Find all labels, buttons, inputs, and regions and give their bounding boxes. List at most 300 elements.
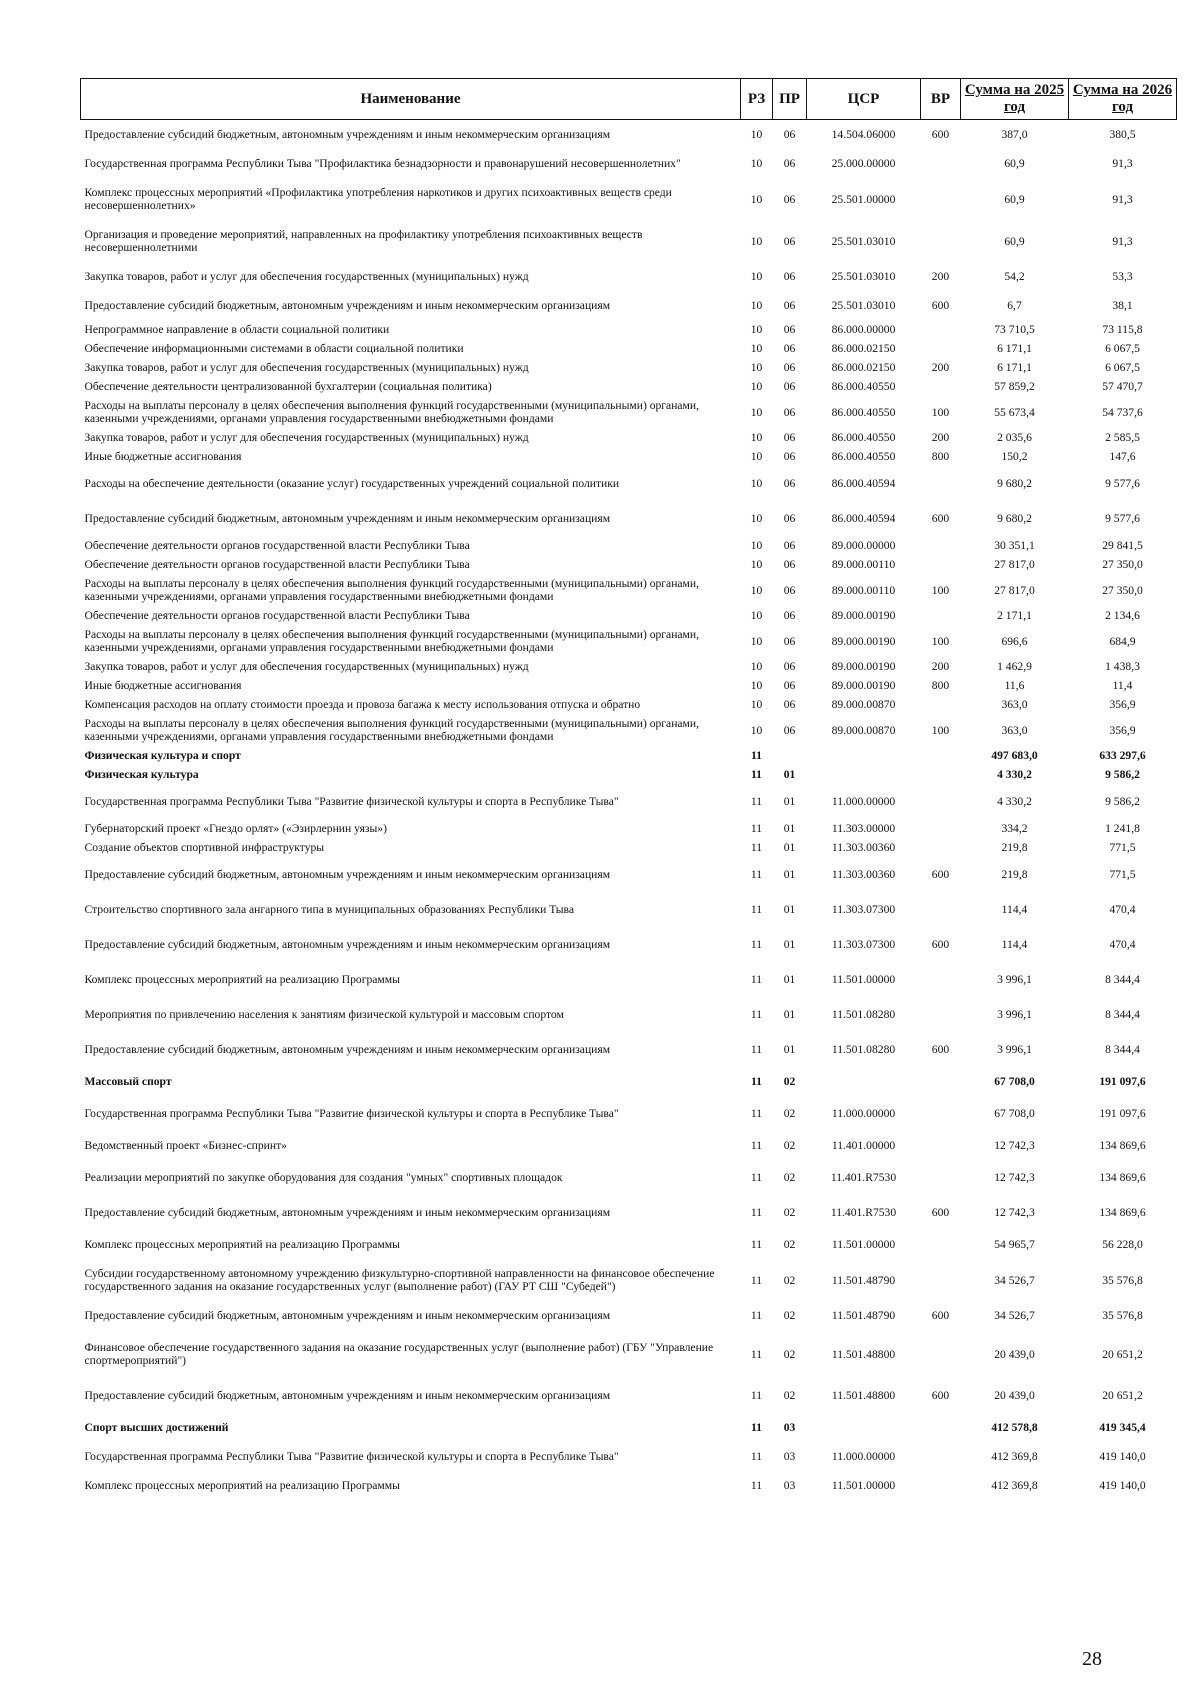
row-sum-2025: 27 817,0 bbox=[994, 583, 1035, 597]
table-row bbox=[81, 962, 1177, 997]
row-name: Предоставление субсидий бюджетным, автономным учреждениям и иным некоммерческим организациям bbox=[84, 938, 611, 951]
row-rz: 11 bbox=[750, 1206, 763, 1219]
row-pr: 06 bbox=[783, 450, 796, 463]
row-csr: 25.501.03010 bbox=[831, 234, 896, 248]
row-vr bbox=[921, 765, 961, 784]
row-name: Обеспечение деятельности органов государственной власти Республики Тыва bbox=[84, 539, 470, 552]
table-row bbox=[81, 1330, 1177, 1378]
row-sum-2026: 419 140,0 bbox=[1099, 1479, 1146, 1492]
row-sum-2025: 73 710,5 bbox=[994, 323, 1035, 336]
row-rz: 10 bbox=[750, 380, 763, 393]
row-rz: 10 bbox=[750, 477, 763, 490]
row-name: Строительство спортивного зала ангарного типа в муниципальных образованиях Республики Тыва bbox=[84, 903, 574, 916]
row-sum-2025: 412 578,8 bbox=[991, 1421, 1038, 1434]
row-sum-2026: 27 350,0 bbox=[1102, 558, 1143, 571]
row-sum-2025: 387,0 bbox=[1001, 128, 1028, 141]
row-name: Обеспечение деятельности централизованной бухгалтерии (социальная политика) bbox=[84, 380, 492, 393]
row-pr: 06 bbox=[783, 558, 796, 571]
row-csr: 25.501.00000 bbox=[831, 192, 896, 206]
row-rz: 10 bbox=[750, 679, 763, 692]
header-csr: ЦСР bbox=[807, 79, 921, 120]
row-pr: 06 bbox=[783, 157, 796, 170]
row-vr bbox=[921, 536, 961, 555]
row-pr: 06 bbox=[783, 512, 796, 525]
row-pr: 01 bbox=[783, 1008, 796, 1021]
row-name: Закупка товаров, работ и услуг для обеспечения государственных (муниципальных) нужд bbox=[84, 660, 529, 673]
row-rz: 10 bbox=[750, 512, 763, 525]
row-vr bbox=[921, 1230, 961, 1259]
row-sum-2025: 12 742,3 bbox=[994, 1139, 1035, 1152]
table-row bbox=[81, 339, 1177, 358]
row-sum-2026: 633 297,6 bbox=[1099, 749, 1146, 762]
row-vr bbox=[921, 220, 961, 262]
row-vr bbox=[921, 962, 961, 997]
row-rz: 11 bbox=[750, 973, 763, 986]
table-row bbox=[81, 714, 1177, 746]
table-row bbox=[81, 396, 1177, 428]
row-name: Массовый спорт bbox=[84, 1075, 172, 1088]
table-row bbox=[81, 1301, 1177, 1330]
row-sum-2025: 60,9 bbox=[1004, 192, 1025, 206]
row-csr: 25.501.03010 bbox=[831, 299, 896, 312]
row-pr: 06 bbox=[783, 583, 796, 597]
header-vr: ВР bbox=[921, 79, 961, 120]
row-sum-2025: 6 171,1 bbox=[997, 361, 1032, 374]
row-vr bbox=[921, 320, 961, 339]
row-name: Непрограммное направление в области социальной политики bbox=[84, 323, 390, 336]
row-vr bbox=[921, 1413, 961, 1442]
row-csr: 86.000.40550 bbox=[831, 380, 896, 393]
row-sum-2026: 35 576,8 bbox=[1102, 1309, 1143, 1322]
row-csr: 11.303.00360 bbox=[831, 841, 896, 854]
row-rz: 10 bbox=[750, 405, 763, 419]
table-row bbox=[81, 1471, 1177, 1500]
row-name: Государственная программа Республики Тыва "Профилактика безнадзорности и правонарушений несовершеннолетних" bbox=[84, 157, 681, 170]
row-rz: 10 bbox=[750, 583, 763, 597]
row-sum-2026: 771,5 bbox=[1109, 868, 1136, 881]
row-csr: 89.000.00110 bbox=[831, 583, 896, 597]
row-sum-2025: 3 996,1 bbox=[997, 973, 1032, 986]
row-rz: 11 bbox=[751, 749, 762, 762]
table-row bbox=[81, 574, 1177, 606]
row-csr: 86.000.40550 bbox=[831, 450, 896, 463]
row-pr: 02 bbox=[783, 1075, 796, 1088]
table-row bbox=[81, 149, 1177, 178]
row-csr: 11.303.00000 bbox=[831, 822, 896, 835]
row-pr: 06 bbox=[783, 192, 796, 206]
row-sum-2025: 4 330,2 bbox=[997, 795, 1032, 808]
row-sum-2025: 30 351,1 bbox=[994, 539, 1035, 552]
row-sum-2026: 470,4 bbox=[1109, 938, 1136, 951]
row-sum-2026: 9 577,6 bbox=[1105, 477, 1140, 490]
row-vr: 800 bbox=[931, 679, 950, 692]
row-name: Расходы на выплаты персоналу в целях обеспечения выполнения функций государственными (муниципальными) органами, казенными учреждениями, органами управления государственными внебюджетными фондами bbox=[84, 399, 699, 425]
row-vr: 200 bbox=[931, 361, 950, 374]
row-name: Обеспечение информационными системами в области социальной политики bbox=[84, 342, 464, 355]
row-pr: 02 bbox=[783, 1107, 796, 1120]
row-pr: 06 bbox=[783, 234, 796, 248]
row-csr: 11.501.00000 bbox=[831, 1479, 896, 1492]
row-vr bbox=[921, 1096, 961, 1131]
row-sum-2026: 57 470,7 bbox=[1102, 380, 1143, 393]
row-pr: 06 bbox=[783, 723, 796, 737]
row-pr: 06 bbox=[783, 361, 796, 374]
row-sum-2026: 56 228,0 bbox=[1102, 1238, 1143, 1251]
row-sum-2025: 12 742,3 bbox=[994, 1171, 1035, 1184]
row-sum-2026: 134 869,6 bbox=[1099, 1171, 1146, 1184]
row-sum-2025: 54 965,7 bbox=[994, 1238, 1035, 1251]
row-name: Физическая культура и спорт bbox=[84, 749, 241, 762]
row-csr: 11.401.00000 bbox=[831, 1139, 896, 1152]
row-vr bbox=[921, 1442, 961, 1471]
row-pr: 06 bbox=[783, 380, 796, 393]
row-pr: 06 bbox=[783, 477, 796, 490]
table-row bbox=[81, 291, 1177, 320]
row-name: Реализации мероприятий по закупке оборудования для создания "умных" спортивных площадок bbox=[84, 1171, 563, 1184]
table-row bbox=[81, 1096, 1177, 1131]
row-name: Иные бюджетные ассигнования bbox=[84, 679, 242, 692]
row-sum-2026: 2 134,6 bbox=[1105, 609, 1140, 622]
row-rz: 11 bbox=[750, 1389, 763, 1402]
row-csr: 86.000.02150 bbox=[831, 361, 896, 374]
table-row bbox=[81, 857, 1177, 892]
table-row bbox=[81, 784, 1177, 819]
row-rz: 11 bbox=[750, 1450, 763, 1463]
row-sum-2026: 8 344,4 bbox=[1105, 973, 1140, 986]
row-sum-2026: 20 651,2 bbox=[1102, 1347, 1143, 1361]
row-sum-2025: 20 439,0 bbox=[994, 1389, 1035, 1402]
row-pr: 06 bbox=[783, 698, 796, 711]
row-csr: 86.000.40550 bbox=[831, 431, 896, 444]
row-rz: 11 bbox=[750, 795, 763, 808]
row-vr: 600 bbox=[931, 128, 950, 141]
row-vr bbox=[921, 466, 961, 501]
row-csr: 11.501.48800 bbox=[831, 1389, 896, 1402]
row-name: Финансовое обеспечение государственного задания на оказание государственных услуг (выполнение работ) (ГБУ "Управление спортмероприятий") bbox=[84, 1341, 714, 1367]
row-rz: 11 bbox=[750, 1139, 763, 1152]
row-sum-2026: 419 345,4 bbox=[1099, 1421, 1146, 1434]
row-rz: 10 bbox=[750, 558, 763, 571]
row-sum-2026: 1 241,8 bbox=[1105, 822, 1140, 835]
row-rz: 11 bbox=[750, 822, 763, 835]
row-vr bbox=[921, 784, 961, 819]
table-row bbox=[81, 657, 1177, 676]
row-name: Субсидии государственному автономному учреждению физкультурно-спортивной направленности на финансовое обеспечение государственного задания на оказание государственных услуг (выполнение работ) (ГАУ РТ СШ "Субедей") bbox=[84, 1267, 715, 1293]
table-row bbox=[81, 320, 1177, 339]
row-rz: 10 bbox=[750, 299, 763, 312]
row-pr: 02 bbox=[783, 1347, 796, 1361]
row-vr: 100 bbox=[931, 634, 950, 648]
row-name: Предоставление субсидий бюджетным, автономным учреждениям и иным некоммерческим организациям bbox=[84, 1389, 611, 1402]
row-csr: 11.000.00000 bbox=[831, 1107, 896, 1120]
row-vr: 600 bbox=[931, 1389, 950, 1402]
row-csr: 11.401.R7530 bbox=[830, 1171, 897, 1184]
row-pr: 01 bbox=[783, 841, 796, 854]
row-csr: 11.501.48790 bbox=[831, 1273, 896, 1287]
row-sum-2025: 67 708,0 bbox=[994, 1075, 1035, 1088]
row-csr: 86.000.40550 bbox=[831, 405, 896, 419]
row-vr bbox=[921, 1330, 961, 1378]
row-pr: 01 bbox=[783, 768, 796, 781]
row-sum-2026: 9 586,2 bbox=[1105, 768, 1140, 781]
row-csr bbox=[807, 1413, 921, 1442]
row-csr bbox=[807, 1067, 921, 1096]
table-row bbox=[81, 1259, 1177, 1301]
row-sum-2025: 2 035,6 bbox=[997, 431, 1032, 444]
row-rz: 10 bbox=[750, 270, 763, 283]
row-csr: 89.000.00190 bbox=[831, 634, 896, 648]
row-sum-2025: 6,7 bbox=[1007, 299, 1022, 312]
table-row bbox=[81, 819, 1177, 838]
row-sum-2026: 53,3 bbox=[1112, 270, 1133, 283]
row-rz: 11 bbox=[750, 903, 763, 916]
row-rz: 10 bbox=[750, 157, 763, 170]
row-sum-2026: 8 344,4 bbox=[1105, 1008, 1140, 1021]
table-row bbox=[81, 765, 1177, 784]
row-sum-2025: 219,8 bbox=[1001, 868, 1028, 881]
row-sum-2026: 191 097,6 bbox=[1099, 1075, 1146, 1088]
row-vr bbox=[921, 178, 961, 220]
row-sum-2026: 35 576,8 bbox=[1102, 1273, 1143, 1287]
row-name: Предоставление субсидий бюджетным, автономным учреждениям и иным некоммерческим организациям bbox=[84, 128, 611, 141]
row-vr: 100 bbox=[931, 723, 950, 737]
row-rz: 10 bbox=[750, 431, 763, 444]
row-pr: 01 bbox=[783, 1043, 796, 1056]
table-row bbox=[81, 695, 1177, 714]
row-csr: 86.000.02150 bbox=[831, 342, 896, 355]
header-name: Наименование bbox=[81, 79, 741, 120]
row-sum-2025: 60,9 bbox=[1004, 234, 1025, 248]
row-name: Предоставление субсидий бюджетным, автономным учреждениям и иным некоммерческим организациям bbox=[84, 868, 611, 881]
row-rz: 10 bbox=[750, 723, 763, 737]
row-csr: 89.000.00190 bbox=[831, 679, 896, 692]
table-row bbox=[81, 606, 1177, 625]
table-row bbox=[81, 358, 1177, 377]
row-name: Предоставление субсидий бюджетным, автономным учреждениям и иным некоммерческим организациям bbox=[84, 1309, 611, 1322]
row-sum-2026: 684,9 bbox=[1109, 634, 1136, 648]
row-vr: 100 bbox=[931, 583, 950, 597]
row-rz: 11 bbox=[750, 1008, 763, 1021]
table-row bbox=[81, 676, 1177, 695]
table-row bbox=[81, 892, 1177, 927]
row-name: Компенсация расходов на оплату стоимости проезда и провоза багажа к месту использования отпуска и обратно bbox=[84, 698, 641, 711]
row-csr bbox=[807, 746, 921, 765]
row-vr: 600 bbox=[931, 512, 950, 525]
row-sum-2026: 73 115,8 bbox=[1102, 323, 1143, 336]
row-csr: 89.000.00870 bbox=[831, 698, 896, 711]
row-csr: 14.504.06000 bbox=[831, 128, 896, 141]
row-sum-2025: 9 680,2 bbox=[997, 512, 1032, 525]
row-pr: 01 bbox=[783, 973, 796, 986]
row-rz: 10 bbox=[750, 128, 763, 141]
row-pr: 01 bbox=[783, 868, 796, 881]
row-vr: 600 bbox=[931, 1206, 950, 1219]
table-row bbox=[81, 501, 1177, 536]
row-name: Закупка товаров, работ и услуг для обеспечения государственных (муниципальных) нужд bbox=[84, 270, 529, 283]
row-sum-2025: 3 996,1 bbox=[997, 1008, 1032, 1021]
row-vr bbox=[921, 695, 961, 714]
row-csr: 11.000.00000 bbox=[831, 795, 896, 808]
row-pr: 02 bbox=[783, 1273, 796, 1287]
table-row bbox=[81, 1032, 1177, 1067]
row-rz: 10 bbox=[750, 660, 763, 673]
row-name: Комплекс процессных мероприятий на реализацию Программы bbox=[84, 1238, 400, 1251]
row-sum-2026: 134 869,6 bbox=[1099, 1139, 1146, 1152]
row-name: Физическая культура bbox=[84, 768, 199, 781]
row-sum-2025: 11,6 bbox=[1004, 679, 1025, 692]
row-rz: 10 bbox=[750, 634, 763, 648]
row-sum-2026: 6 067,5 bbox=[1105, 361, 1140, 374]
table-row bbox=[81, 447, 1177, 466]
row-name: Организация и проведение мероприятий, направленных на профилактику употребления психоактивных веществ несовершеннолетними bbox=[84, 228, 643, 254]
row-rz: 11 bbox=[750, 1479, 763, 1492]
table-row bbox=[81, 178, 1177, 220]
row-rz: 11 bbox=[750, 1347, 763, 1361]
row-sum-2025: 334,2 bbox=[1001, 822, 1028, 835]
row-vr: 600 bbox=[931, 938, 950, 951]
row-name: Иные бюджетные ассигнования bbox=[84, 450, 242, 463]
row-rz: 11 bbox=[750, 1171, 763, 1184]
row-csr: 11.303.00360 bbox=[831, 868, 896, 881]
row-pr: 06 bbox=[783, 679, 796, 692]
row-sum-2025: 412 369,8 bbox=[991, 1479, 1038, 1492]
table-row bbox=[81, 466, 1177, 501]
row-rz: 11 bbox=[750, 841, 763, 854]
row-vr bbox=[921, 555, 961, 574]
row-rz: 10 bbox=[750, 361, 763, 374]
row-name: Обеспечение деятельности органов государственной власти Республики Тыва bbox=[84, 558, 470, 571]
row-sum-2026: 470,4 bbox=[1109, 903, 1136, 916]
row-sum-2026: 134 869,6 bbox=[1099, 1206, 1146, 1219]
row-pr: 01 bbox=[783, 822, 796, 835]
row-name: Мероприятия по привлечению населения к занятиям физической культурой и массовым спортом bbox=[84, 1008, 564, 1021]
table-row bbox=[81, 1160, 1177, 1195]
row-pr: 03 bbox=[783, 1450, 796, 1463]
row-csr: 25.501.03010 bbox=[831, 270, 896, 283]
table-row bbox=[81, 1230, 1177, 1259]
budget-table bbox=[80, 78, 1177, 1500]
table-row bbox=[81, 555, 1177, 574]
row-pr: 06 bbox=[783, 342, 796, 355]
row-vr: 200 bbox=[931, 270, 950, 283]
row-pr: 06 bbox=[783, 660, 796, 673]
table-row bbox=[81, 746, 1177, 765]
row-sum-2025: 3 996,1 bbox=[997, 1043, 1032, 1056]
row-sum-2026: 6 067,5 bbox=[1105, 342, 1140, 355]
row-sum-2026: 27 350,0 bbox=[1102, 583, 1143, 597]
row-csr: 11.501.48800 bbox=[831, 1347, 896, 1361]
header-sum-2025: Сумма на 2025 год bbox=[961, 79, 1069, 120]
row-rz: 10 bbox=[750, 698, 763, 711]
row-vr bbox=[921, 339, 961, 358]
row-csr: 11.000.00000 bbox=[831, 1450, 896, 1463]
row-pr: 06 bbox=[783, 128, 796, 141]
row-csr: 86.000.00000 bbox=[831, 323, 896, 336]
table-row bbox=[81, 428, 1177, 447]
row-sum-2026: 2 585,5 bbox=[1105, 431, 1140, 444]
row-sum-2025: 57 859,2 bbox=[994, 380, 1035, 393]
row-csr: 11.501.00000 bbox=[831, 973, 896, 986]
row-sum-2026: 20 651,2 bbox=[1102, 1389, 1143, 1402]
table-header bbox=[81, 79, 1177, 120]
row-pr: 02 bbox=[783, 1309, 796, 1322]
row-name: Губернаторский проект «Гнездо орлят» («Эзирлернин уязы») bbox=[84, 822, 387, 835]
row-csr: 89.000.00110 bbox=[831, 558, 896, 571]
table-row bbox=[81, 220, 1177, 262]
row-name: Закупка товаров, работ и услуг для обеспечения государственных (муниципальных) нужд bbox=[84, 431, 529, 444]
row-sum-2026: 11,4 bbox=[1112, 679, 1133, 692]
row-name: Комплекс процессных мероприятий на реализацию Программы bbox=[84, 973, 400, 986]
row-sum-2025: 1 462,9 bbox=[997, 660, 1032, 673]
table-row bbox=[81, 927, 1177, 962]
row-sum-2025: 34 526,7 bbox=[994, 1273, 1035, 1287]
row-rz: 10 bbox=[750, 323, 763, 336]
row-sum-2025: 2 171,1 bbox=[997, 609, 1032, 622]
table-row bbox=[81, 377, 1177, 396]
row-csr: 11.501.48790 bbox=[831, 1309, 896, 1322]
row-sum-2026: 380,5 bbox=[1109, 128, 1136, 141]
row-sum-2025: 60,9 bbox=[1004, 157, 1025, 170]
row-name: Обеспечение деятельности органов государственной власти Республики Тыва bbox=[84, 609, 470, 622]
row-sum-2025: 9 680,2 bbox=[997, 477, 1032, 490]
row-sum-2026: 9 577,6 bbox=[1105, 512, 1140, 525]
row-csr: 11.303.07300 bbox=[831, 938, 896, 951]
row-pr: 02 bbox=[783, 1238, 796, 1251]
row-vr: 100 bbox=[931, 405, 950, 419]
row-vr bbox=[921, 149, 961, 178]
row-csr: 11.501.08280 bbox=[831, 1043, 896, 1056]
row-name: Спорт высших достижений bbox=[84, 1421, 229, 1434]
row-sum-2025: 696,6 bbox=[1001, 634, 1028, 648]
row-rz: 10 bbox=[750, 450, 763, 463]
row-sum-2025: 20 439,0 bbox=[994, 1347, 1035, 1361]
row-sum-2025: 114,4 bbox=[1001, 938, 1028, 951]
row-rz: 11 bbox=[750, 938, 763, 951]
row-sum-2025: 114,4 bbox=[1001, 903, 1028, 916]
row-name: Комплекс процессных мероприятий на реализацию Программы bbox=[84, 1479, 400, 1492]
row-csr bbox=[807, 765, 921, 784]
row-rz: 11 bbox=[750, 1107, 763, 1120]
row-sum-2026: 147,6 bbox=[1109, 450, 1136, 463]
row-name: Предоставление субсидий бюджетным, автономным учреждениям и иным некоммерческим организациям bbox=[84, 1043, 611, 1056]
row-name: Расходы на обеспечение деятельности (оказание услуг) государственных учреждений социальной политики bbox=[84, 477, 620, 490]
row-rz: 10 bbox=[750, 192, 763, 206]
row-pr: 01 bbox=[783, 938, 796, 951]
table-row bbox=[81, 1413, 1177, 1442]
table-row bbox=[81, 1442, 1177, 1471]
row-name: Создание объектов спортивной инфраструктуры bbox=[84, 841, 325, 854]
row-rz: 11 bbox=[750, 1309, 763, 1322]
row-csr: 86.000.40594 bbox=[831, 512, 896, 525]
row-rz: 11 bbox=[750, 1273, 763, 1287]
row-pr: 06 bbox=[783, 270, 796, 283]
row-csr: 89.000.00000 bbox=[831, 539, 896, 552]
row-vr bbox=[921, 892, 961, 927]
row-vr bbox=[921, 606, 961, 625]
row-csr: 11.401.R7530 bbox=[830, 1206, 897, 1219]
row-sum-2026: 419 140,0 bbox=[1099, 1450, 1146, 1463]
row-sum-2026: 356,9 bbox=[1109, 698, 1136, 711]
row-rz: 11 bbox=[751, 1421, 762, 1434]
row-name: Расходы на выплаты персоналу в целях обеспечения выполнения функций государственными (муниципальными) органами, казенными учреждениями, органами управления государственными внебюджетными фондами bbox=[84, 717, 699, 743]
row-pr: 06 bbox=[783, 634, 796, 648]
row-sum-2026: 9 586,2 bbox=[1105, 795, 1140, 808]
header-pr: ПР bbox=[773, 79, 807, 120]
row-vr: 200 bbox=[931, 431, 950, 444]
row-sum-2025: 27 817,0 bbox=[994, 558, 1035, 571]
row-sum-2025: 67 708,0 bbox=[994, 1107, 1035, 1120]
row-csr: 11.303.07300 bbox=[831, 903, 896, 916]
